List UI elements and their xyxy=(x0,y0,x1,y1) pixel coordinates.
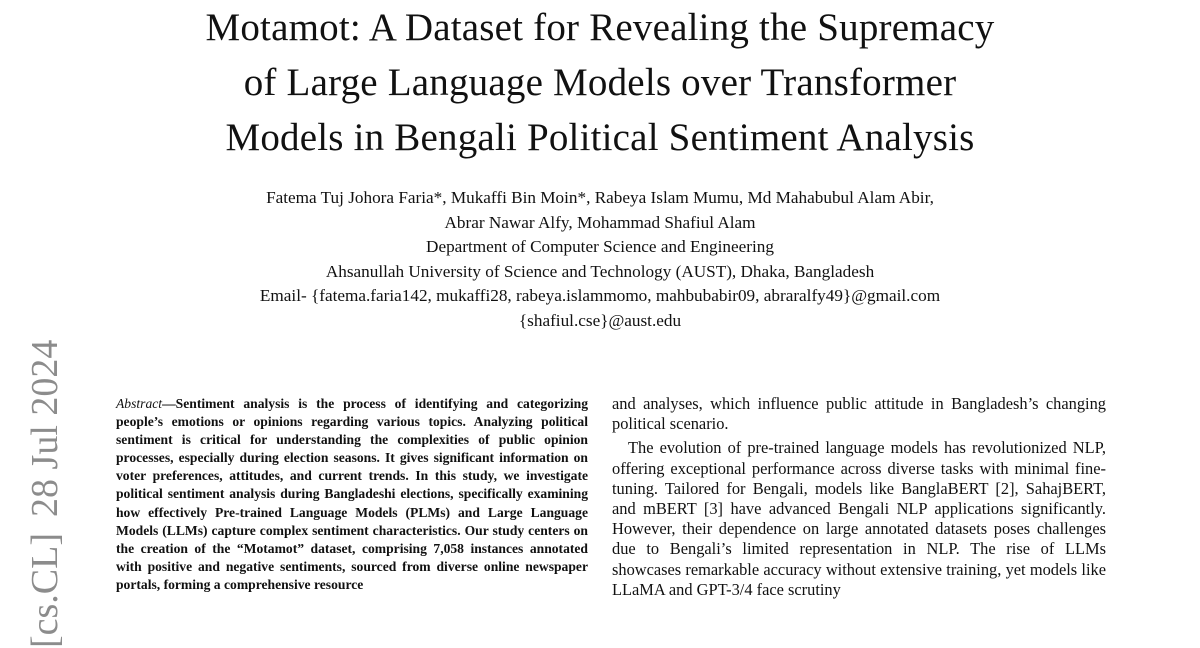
abstract xyxy=(116,395,588,594)
email-line-2: {shafiul.cse}@aust.edu xyxy=(518,310,682,330)
department: Department of Computer Science and Engineering xyxy=(426,237,774,257)
author-block xyxy=(0,186,1200,334)
email-line-1: Email- {fatema.faria142, mukaffi28, rabeya.islammomo, mahbubabir09, abraralfy49}@gmail.com xyxy=(259,286,941,306)
paragraph-2: The evolution of pre-trained language models has revolutionized NLP, offering exceptional performance across diverse tasks with minimal fine-tuning. Tailored for Bengali, models like BanglaBERT [2], SahajBERT, and mBERT [3] have advanced Bengali NLP applications significantly. However, their dependence on large annotated datasets poses challenges due to Bengali’s limited representation in NLP. The rise of LLMs showcases remarkable accuracy without extensive training, yet models like LLaMA and GPT-3/4 face scrutiny xyxy=(612,438,1106,599)
abstract-label: Abstract xyxy=(116,396,163,411)
paragraph-1: and analyses, which influence public attitude in Bangladesh’s changing political scenario. xyxy=(612,394,1106,434)
title-line-1: Motamot: A Dataset for Revealing the Supremacy xyxy=(205,6,995,49)
title-line-2: of Large Language Models over Transformer xyxy=(243,61,957,104)
arxiv-date: 28 Jul 2024 xyxy=(24,339,66,517)
arxiv-category: [cs.CL] xyxy=(24,532,66,648)
paper-title xyxy=(0,0,1200,165)
university: Ahsanullah University of Science and Technology (AUST), Dhaka, Bangladesh xyxy=(325,261,875,281)
author-names-line-1: Fatema Tuj Johora Faria*, Mukaffi Bin Moin*, Rabeya Islam Mumu, Md Mahabubul Alam Abir, xyxy=(266,188,934,207)
introduction-column xyxy=(612,394,1106,600)
abstract-text: —Sentiment analysis is the process of identifying and categorizing people’s emotions or opinions regarding various topics. Analyzing political sentiment is critical for understanding the complexities of public opinion processes, especially during election seasons. It gives significant information on voter preferences, attitudes, and current trends. In this study, we investigate political sentiment analysis during Bangladeshi elections, specifically examining how effectively Pre-trained Language Models (PLMs) and Large Language Models (LLMs) capture complex sentiment characteristics. Our study centers on the creation of the “Motamot” dataset, comprising 7,058 instances annotated with positive and negative sentiments, sourced from diverse online newspaper portals, forming a comprehensive resource xyxy=(116,396,588,592)
arxiv-side-stamp xyxy=(22,318,68,648)
author-names-line-2: Abrar Nawar Alfy, Mohammad Shafiul Alam xyxy=(444,212,756,232)
title-line-3: Models in Bengali Political Sentiment Analysis xyxy=(225,116,975,159)
